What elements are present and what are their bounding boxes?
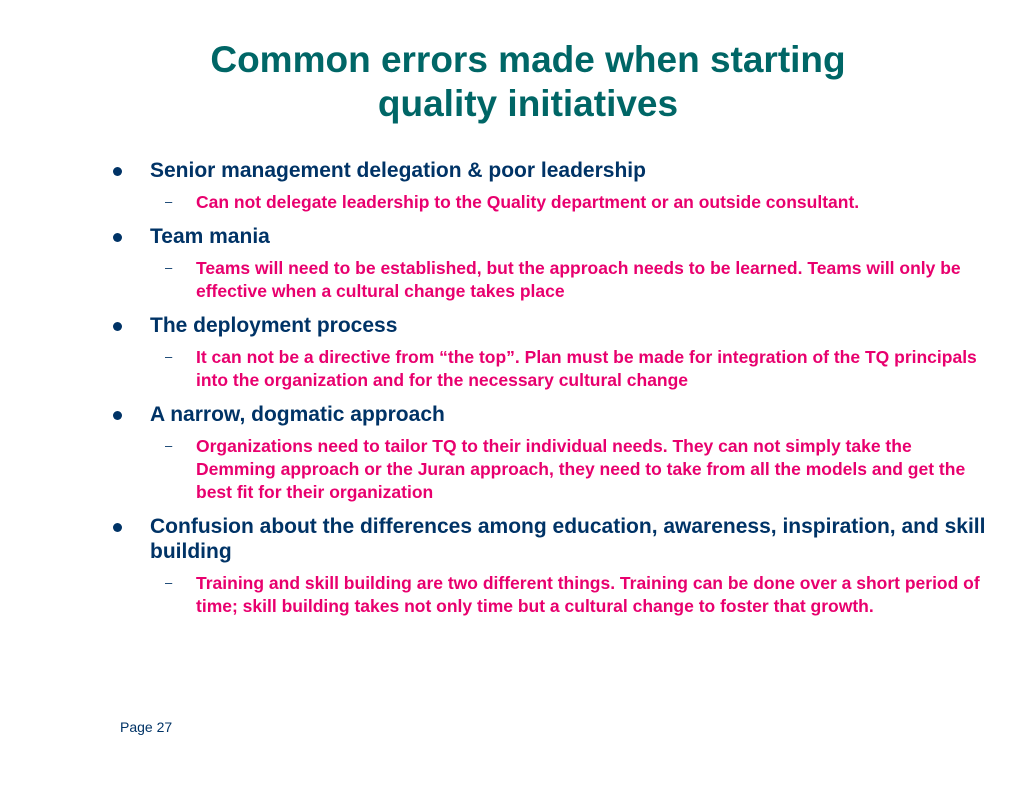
bullet-dot-icon <box>113 233 122 242</box>
bullet-label: The deployment process <box>150 314 398 337</box>
bullet-label: Confusion about the differences among education, awareness, inspiration, and skill building <box>150 515 986 563</box>
sub-point-text: Organizations need to tailor TQ to their individual needs. They can not simply take the Demming approach or the Juran approach, they need to take from all the models and get the best fit for their organization <box>196 436 966 502</box>
sub-point <box>150 257 990 303</box>
sub-point-text: Can not delegate leadership to the Quality department or an outside consultant. <box>196 192 860 212</box>
sub-point-text: Teams will need to be established, but the approach needs to be learned. Teams will only be effective when a cultural change takes place <box>196 258 961 301</box>
sub-point-text: Training and skill building are two different things. Training can be done over a short period of time; skill building takes not only time but a cultural change to foster that growth. <box>196 573 980 616</box>
page-number: Page 27 <box>120 719 173 735</box>
bullet-item-team-mania <box>110 224 990 303</box>
bullet-item-dogmatic-approach <box>110 402 990 504</box>
sub-point <box>150 346 990 392</box>
dash-marker-icon: – <box>165 575 173 590</box>
bullet-item-confusion <box>110 514 990 618</box>
bullet-label: Senior management delegation & poor leadership <box>150 159 646 182</box>
sub-point <box>150 435 990 504</box>
bullet-item-deployment <box>110 313 990 392</box>
dash-marker-icon: – <box>165 194 173 209</box>
slide-title-line-1: Common errors made when starting <box>210 39 846 80</box>
sub-point <box>150 191 990 214</box>
sub-point-text: It can not be a directive from “the top”. Plan must be made for integration of the TQ principals into the organization and for the necessary cultural change <box>196 347 977 390</box>
sub-point <box>150 572 990 618</box>
slide-title-line-2: quality initiatives <box>377 83 679 124</box>
slide-title <box>100 38 956 126</box>
dash-marker-icon: – <box>165 260 173 275</box>
bullet-dot-icon <box>113 322 122 331</box>
bullet-dot-icon <box>113 411 122 420</box>
bullet-dot-icon <box>113 167 122 176</box>
bullet-dot-icon <box>113 523 122 532</box>
dash-marker-icon: – <box>165 438 173 453</box>
bullet-label: A narrow, dogmatic approach <box>150 403 445 426</box>
bullet-item-delegation <box>110 158 990 214</box>
bullet-list <box>110 158 990 628</box>
bullet-label: Team mania <box>150 225 270 248</box>
dash-marker-icon: – <box>165 349 173 364</box>
